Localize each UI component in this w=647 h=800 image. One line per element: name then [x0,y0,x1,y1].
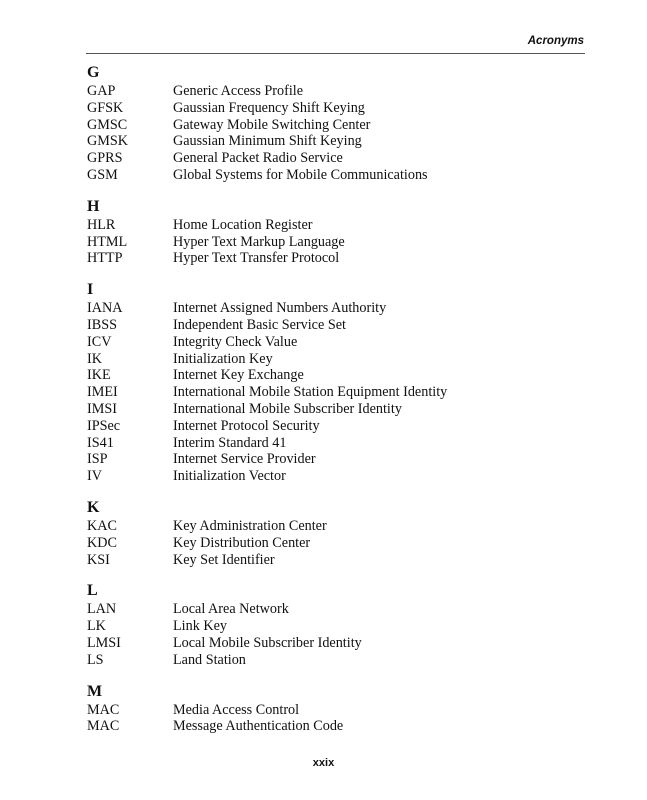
acronym-row [87,718,587,735]
acronym-definition: Key Set Identifier [173,551,275,568]
acronym: GFSK [87,99,124,116]
section-letter: H [87,197,100,215]
section-g [87,63,587,184]
acronym-definition: Internet Assigned Numbers Authority [173,300,387,317]
acronym: MAC [87,701,120,718]
acronym: LMSI [87,634,121,651]
acronym-definition: Local Mobile Subscriber Identity [173,634,362,651]
acronym-definition: Generic Access Profile [173,83,304,99]
acronym-row [87,100,587,117]
section-letter: K [87,498,100,516]
acronym-definition: Local Area Network [173,601,289,618]
acronym: IV [87,468,102,485]
acronym-row [87,133,587,150]
section-k [87,498,587,568]
acronym: KDC [87,534,117,551]
acronym-row [87,367,587,384]
acronym: MAC [87,718,120,735]
acronym: IK [87,350,102,367]
acronym-definition: Internet Key Exchange [173,367,304,384]
acronym: HLR [87,216,116,233]
acronym-row [87,535,587,552]
acronym-row [87,334,587,351]
acronym-row [87,150,587,167]
acronym-definition: Global Systems for Mobile Communications [173,166,428,183]
acronym-row [87,601,587,618]
acronym: IS41 [87,434,114,451]
acronym-definition: Home Location Register [173,216,313,233]
acronym-row [87,435,587,452]
acronym-definition: Message Authentication Code [173,718,344,735]
acronym-definition: Integrity Check Value [173,333,298,350]
acronym: LS [87,651,104,668]
page-number: xxix [312,757,335,769]
acronym-definition: Initialization Key [173,350,273,367]
acronym: GMSK [87,133,128,150]
acronym: IKE [87,367,111,384]
acronym-row [87,635,587,652]
acronym-definition: General Packet Radio Service [173,150,343,167]
acronym-definition: Media Access Control [173,701,300,718]
acronym: GAP [87,83,116,99]
acronym: ICV [87,333,112,350]
acronym: IMSI [87,400,117,417]
acronym-row [87,418,587,435]
acronym-definition: Independent Basic Service Set [173,316,346,333]
acronym: LAN [87,601,117,618]
section-letter: L [87,582,98,600]
acronym-row [87,468,587,485]
acronym: KAC [87,517,117,534]
acronym: GSM [87,166,118,183]
acronym-row [87,117,587,134]
acronym-row [87,518,587,535]
acronym: HTML [87,233,128,250]
acronym: HTTP [87,250,123,267]
acronym-definition: Key Distribution Center [173,534,311,551]
acronym-row [87,83,587,100]
acronym: IBSS [87,316,117,333]
acronym-row [87,250,587,267]
acronym-definition: Hyper Text Markup Language [173,233,345,250]
section-m [87,682,587,736]
acronym: KSI [87,551,110,568]
acronym-row [87,401,587,418]
acronym-definition: Hyper Text Transfer Protocol [173,250,340,267]
acronym-row [87,217,587,234]
acronym-definition: Key Administration Center [173,517,327,534]
section-letter: G [87,64,100,81]
acronym-definition: Internet Protocol Security [173,417,320,434]
acronym-row [87,618,587,635]
section-l [87,581,587,668]
acronym: IANA [87,300,123,317]
acronym-definition: Gateway Mobile Switching Center [173,116,371,133]
acronym-row [87,451,587,468]
acronym-definition: International Mobile Station Equipment Identity [173,384,448,401]
acronym-row [87,351,587,368]
acronym-definition: Interim Standard 41 [173,434,287,451]
acronym-definition: Internet Service Provider [173,451,316,468]
acronym-row [87,552,587,569]
acronym-definition: International Mobile Subscriber Identity [173,400,402,417]
header-rule [86,53,585,54]
acronym-definition: Link Key [173,618,227,635]
acronym-row [87,384,587,401]
acronym-list [87,63,587,748]
acronym: GMSC [87,116,128,133]
acronym-row [87,317,587,334]
acronym: IMEI [87,384,118,401]
section-letter: M [87,682,103,700]
section-h [87,197,587,267]
acronym-row [87,300,587,317]
section-letter: I [87,281,94,299]
acronym-row [87,702,587,719]
section-i [87,280,587,485]
acronym: LK [87,618,106,635]
acronym-row [87,652,587,669]
acronym-row [87,234,587,251]
acronym-definition: Gaussian Frequency Shift Keying [173,99,365,116]
acronym-definition: Land Station [173,651,246,668]
acronym-definition: Initialization Vector [173,468,286,485]
running-head: Acronyms [527,35,584,47]
acronym: ISP [87,451,108,468]
acronym-row [87,167,587,184]
acronym: GPRS [87,150,123,167]
acronym-definition: Gaussian Minimum Shift Keying [173,133,362,150]
acronym: IPSec [87,417,121,434]
